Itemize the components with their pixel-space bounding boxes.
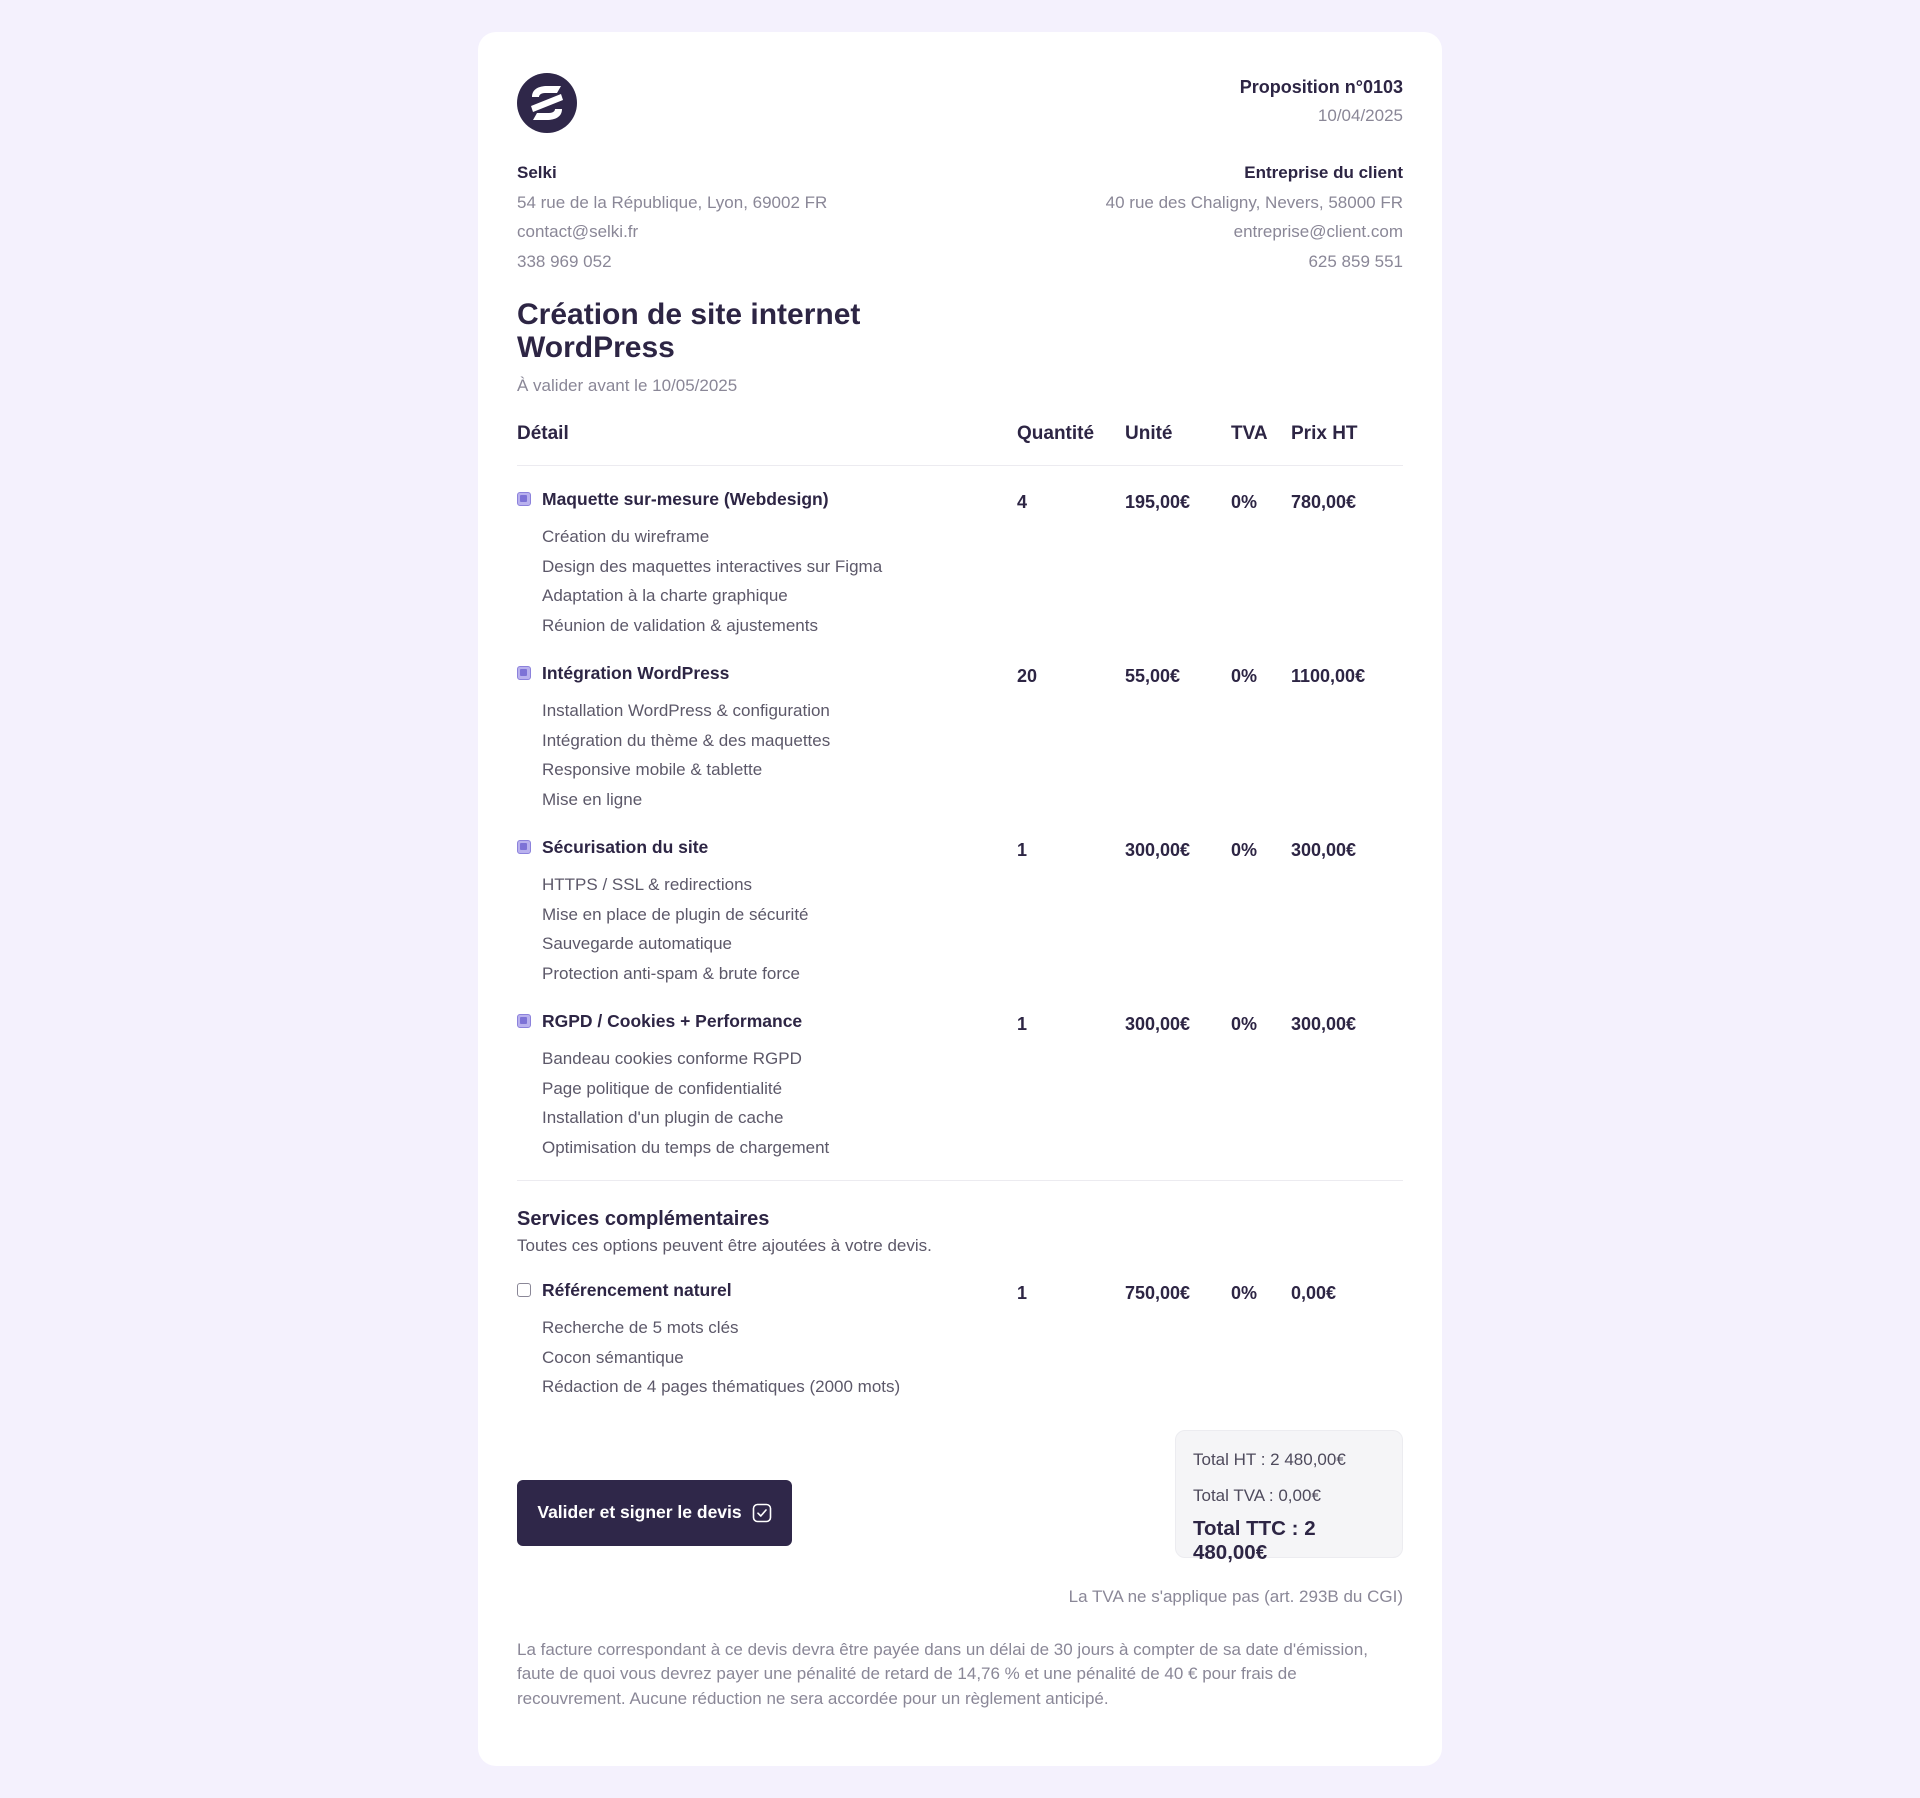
table-row bbox=[517, 1010, 1403, 1162]
table-row bbox=[517, 662, 1403, 814]
quote-card bbox=[478, 32, 1442, 1766]
list-item: Page politique de confidentialité bbox=[542, 1078, 783, 1098]
extras-title: Services complémentaires bbox=[517, 1208, 770, 1230]
list-item: Rédaction de 4 pages thématiques (2000 mots) bbox=[542, 1377, 901, 1396]
item-qty: 1 bbox=[1017, 1014, 1028, 1034]
proposal-date: 10/04/2025 bbox=[1317, 106, 1403, 125]
list-item: Mise en place de plugin de sécurité bbox=[542, 904, 809, 924]
list-item: Optimisation du temps de chargement bbox=[542, 1137, 830, 1157]
client-info bbox=[1106, 158, 1403, 276]
list-item: Installation WordPress & configuration bbox=[542, 701, 830, 720]
sign-quote-label: Valider et signer le devis bbox=[537, 1502, 742, 1522]
seller-phone: 338 969 052 bbox=[517, 251, 612, 271]
header-qty: Quantité bbox=[1017, 423, 1095, 444]
seller-info bbox=[517, 158, 827, 276]
item-tva: 0% bbox=[1231, 840, 1258, 860]
item-checkbox[interactable] bbox=[517, 840, 531, 854]
item-unit-price: 55,00€ bbox=[1125, 666, 1181, 686]
parties bbox=[517, 158, 1403, 276]
client-address: 40 rue des Chaligny, Nevers, 58000 FR bbox=[1105, 192, 1403, 212]
tva-note: La TVA ne s'applique pas (art. 293B du CGI) bbox=[1068, 1586, 1403, 1606]
legal-notice: La facture correspondant à ce devis devra être payée dans un délai de 30 jours à compter de sa date d'émission, faute de quoi vous devrez payer une pénalité de retard de 14,76 % et une pénalité de 40 € pour frais de recouvrement. Aucune réduction ne sera accordée pour un règlement anticipé. bbox=[517, 1639, 1368, 1708]
divider bbox=[517, 1180, 1403, 1181]
item-qty: 20 bbox=[1017, 666, 1038, 686]
header-unit: Unité bbox=[1125, 423, 1173, 444]
sign-quote-button[interactable] bbox=[517, 1480, 792, 1546]
check-square-icon bbox=[752, 1503, 772, 1523]
list-item: Recherche de 5 mots clés bbox=[542, 1318, 739, 1337]
seller-email: contact@selki.fr bbox=[517, 222, 639, 241]
client-email: entreprise@client.com bbox=[1233, 222, 1403, 241]
list-item: Sauvegarde automatique bbox=[542, 934, 732, 953]
extra-tva: 0% bbox=[1231, 1283, 1258, 1303]
item-title: Intégration WordPress bbox=[542, 663, 730, 683]
item-price: 780,00€ bbox=[1291, 492, 1357, 512]
list-item: HTTPS / SSL & redirections bbox=[542, 875, 753, 894]
item-details bbox=[542, 870, 1017, 988]
selki-logo bbox=[517, 73, 577, 133]
header-detail: Détail bbox=[517, 423, 569, 444]
table-row bbox=[517, 1279, 1403, 1402]
extra-unit-price: 750,00€ bbox=[1125, 1283, 1191, 1303]
extra-qty: 1 bbox=[1017, 1283, 1028, 1303]
list-item: Design des maquettes interactives sur Figma bbox=[542, 556, 883, 576]
extra-details bbox=[542, 1313, 1017, 1402]
list-item: Cocon sémantique bbox=[542, 1347, 684, 1367]
table-row bbox=[517, 836, 1403, 988]
header-tva: TVA bbox=[1231, 423, 1268, 444]
validity-date: À valider avant le 10/05/2025 bbox=[517, 376, 738, 395]
list-item: Adaptation à la charte graphique bbox=[542, 586, 788, 605]
item-unit-price: 300,00€ bbox=[1125, 840, 1191, 860]
table-row bbox=[517, 488, 1403, 640]
item-tva: 0% bbox=[1231, 1014, 1258, 1034]
item-unit-price: 300,00€ bbox=[1125, 1014, 1191, 1034]
item-title: Maquette sur-mesure (Webdesign) bbox=[542, 489, 829, 509]
seller-name: Selki bbox=[517, 163, 557, 182]
item-title: Sécurisation du site bbox=[542, 837, 709, 857]
totals-zone bbox=[517, 1430, 1403, 1580]
list-item: Protection anti-spam & brute force bbox=[542, 963, 800, 983]
total-ht: Total HT : 2 480,00€ bbox=[1193, 1449, 1346, 1469]
item-tva: 0% bbox=[1231, 666, 1258, 686]
item-price: 300,00€ bbox=[1291, 840, 1357, 860]
quote-header bbox=[517, 70, 1403, 148]
item-price: 300,00€ bbox=[1291, 1014, 1357, 1034]
client-phone: 625 859 551 bbox=[1308, 251, 1403, 271]
item-qty: 4 bbox=[1017, 492, 1028, 512]
item-title: RGPD / Cookies + Performance bbox=[542, 1011, 803, 1031]
item-details bbox=[542, 1044, 1017, 1162]
item-unit-price: 195,00€ bbox=[1125, 492, 1191, 512]
list-item: Intégration du thème & des maquettes bbox=[542, 730, 831, 750]
list-item: Création du wireframe bbox=[542, 527, 710, 546]
seller-address: 54 rue de la République, Lyon, 69002 FR bbox=[517, 192, 828, 212]
header-price: Prix HT bbox=[1291, 423, 1358, 444]
client-name: Entreprise du client bbox=[1244, 163, 1403, 182]
list-item: Bandeau cookies conforme RGPD bbox=[542, 1049, 802, 1068]
item-tva: 0% bbox=[1231, 492, 1258, 512]
items-table bbox=[517, 423, 1403, 1162]
extra-title: Référencement naturel bbox=[542, 1280, 732, 1300]
proposal-number: Proposition n°0103 bbox=[1239, 77, 1403, 97]
list-item: Mise en ligne bbox=[542, 789, 643, 809]
totals-box bbox=[1175, 1430, 1403, 1564]
extra-price: 0,00€ bbox=[1291, 1283, 1337, 1303]
list-item: Réunion de validation & ajustements bbox=[542, 615, 818, 635]
item-price: 1100,00€ bbox=[1291, 666, 1366, 686]
item-checkbox[interactable] bbox=[517, 666, 531, 680]
item-details bbox=[542, 522, 1017, 640]
item-checkbox[interactable] bbox=[517, 1014, 531, 1028]
extra-checkbox[interactable] bbox=[517, 1283, 531, 1297]
extras-subtitle: Toutes ces options peuvent être ajoutées à votre devis. bbox=[517, 1236, 932, 1255]
item-qty: 1 bbox=[1017, 840, 1028, 860]
total-tva: Total TVA : 0,00€ bbox=[1193, 1485, 1321, 1505]
list-item: Installation d'un plugin de cache bbox=[542, 1108, 784, 1127]
quote-title: Création de site internet WordPress bbox=[517, 298, 861, 364]
table-header bbox=[517, 423, 1403, 466]
list-item: Responsive mobile & tablette bbox=[542, 760, 763, 779]
proposal-meta bbox=[1240, 70, 1403, 127]
item-checkbox[interactable] bbox=[517, 492, 531, 506]
item-details bbox=[542, 696, 1017, 814]
total-ttc: Total TTC : 2 480,00€ bbox=[1193, 1516, 1316, 1564]
